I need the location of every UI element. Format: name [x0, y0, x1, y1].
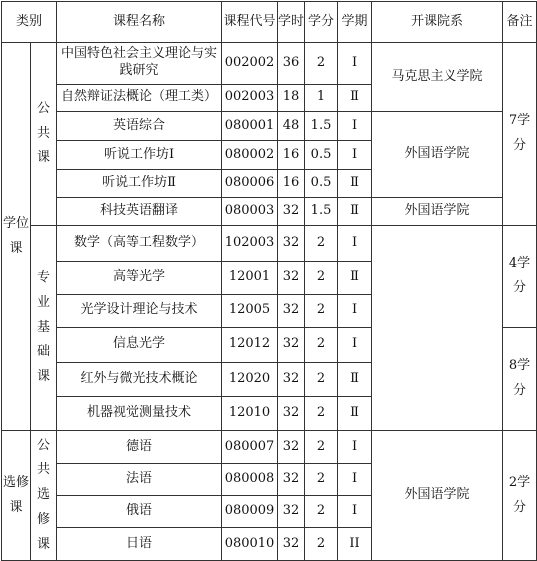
course-hours: 32 [278, 327, 305, 362]
course-term: Ⅰ [338, 43, 372, 84]
course-name: 机器视觉测量技术 [57, 396, 222, 430]
group-elective-label: 选修课 [2, 474, 29, 515]
course-name: 听说工作坊Ⅱ [57, 170, 222, 198]
course-credits: 1.5 [305, 112, 338, 141]
department-cell: 外国语学院 [372, 197, 503, 225]
course-credits: 2 [305, 396, 338, 430]
group-elective [2, 431, 31, 561]
department-cell: 外国语学院 [372, 112, 503, 198]
course-credits: 2 [305, 43, 338, 84]
course-credits: 2 [305, 294, 338, 327]
remark-cell: 8学分 [503, 327, 537, 430]
department-cell: 外国语学院 [372, 431, 503, 561]
course-code: 080003 [222, 197, 278, 225]
course-credits: 1.5 [305, 197, 338, 225]
course-term: Ⅰ [338, 141, 372, 170]
table-row [2, 225, 537, 261]
header-course-name: 课程名称 [57, 2, 222, 43]
course-hours: 48 [278, 112, 305, 141]
course-code: 12012 [222, 327, 278, 362]
course-code: 12020 [222, 362, 278, 396]
department-cell-empty [372, 225, 503, 430]
course-credits: 2 [305, 327, 338, 362]
course-hours: 32 [278, 431, 305, 464]
course-hours: 32 [278, 261, 305, 294]
course-term: Ⅰ [338, 225, 372, 261]
course-code: 12001 [222, 261, 278, 294]
group-public-label: 公共课 [37, 100, 51, 166]
course-hours: 16 [278, 141, 305, 170]
course-term: Ⅰ [338, 431, 372, 464]
course-term: Ⅰ [338, 464, 372, 496]
course-code: 102003 [222, 225, 278, 261]
course-hours: 32 [278, 362, 305, 396]
course-code: 080002 [222, 141, 278, 170]
course-name: 数学（高等工程数学） [57, 225, 222, 261]
header-department: 开课院系 [372, 2, 503, 43]
course-credits: 2 [305, 464, 338, 496]
course-code: 080009 [222, 495, 278, 527]
course-name: 红外与微光技术概论 [57, 362, 222, 396]
course-credits: 1 [305, 84, 338, 112]
table-row [2, 197, 537, 225]
course-credits: 2 [305, 431, 338, 464]
course-term: Ⅱ [338, 84, 372, 112]
header-course-code: 课程代号 [222, 2, 278, 43]
group-degree-label: 学位课 [2, 215, 29, 256]
course-hours: 16 [278, 170, 305, 198]
course-code: 12005 [222, 294, 278, 327]
group-public-elective-label: 公共选修课 [37, 437, 51, 552]
course-name: 俄语 [57, 495, 222, 527]
course-term: Ⅱ [338, 362, 372, 396]
header-remark: 备注 [503, 2, 537, 43]
course-code: 080006 [222, 170, 278, 198]
course-credits: 2 [305, 527, 338, 560]
group-professional [31, 225, 57, 430]
course-term: Ⅱ [338, 170, 372, 198]
course-name: 中国特色社会主义理论与实践研究 [57, 43, 222, 84]
course-hours: 32 [278, 197, 305, 225]
course-credits: 0.5 [305, 170, 338, 198]
group-public [31, 43, 57, 226]
course-hours: 32 [278, 225, 305, 261]
course-term: Ⅱ [338, 261, 372, 294]
course-hours: 32 [278, 464, 305, 496]
course-name: 日语 [57, 527, 222, 560]
course-code: 080010 [222, 527, 278, 560]
course-term: II [338, 527, 372, 560]
course-name: 自然辩证法概论（理工类） [57, 84, 222, 112]
course-name: 光学设计理论与技术 [57, 294, 222, 327]
table-row [2, 43, 537, 84]
header-term: 学期 [338, 2, 372, 43]
course-term: Ⅰ [338, 112, 372, 141]
header-category: 类别 [2, 2, 57, 43]
course-hours: 32 [278, 527, 305, 560]
course-hours: 18 [278, 84, 305, 112]
course-code: 002002 [222, 43, 278, 84]
header-hours: 学时 [278, 2, 305, 43]
course-code: 12010 [222, 396, 278, 430]
course-term: Ⅰ [338, 327, 372, 362]
remark-cell: 7学分 [503, 43, 537, 226]
course-code: 080001 [222, 112, 278, 141]
group-degree [2, 43, 31, 431]
course-term: Ⅰ [338, 294, 372, 327]
remark-cell: 4学分 [503, 225, 537, 327]
course-table [1, 1, 537, 561]
course-term: Ⅰ [338, 495, 372, 527]
course-credits: 2 [305, 495, 338, 527]
course-credits: 2 [305, 261, 338, 294]
remark-cell: 2学分 [503, 431, 537, 561]
group-professional-label: 专业基础课 [37, 270, 51, 384]
table-row [2, 112, 537, 141]
course-name: 德语 [57, 431, 222, 464]
course-credits: 2 [305, 362, 338, 396]
department-cell: 马克思主义学院 [372, 43, 503, 112]
course-name: 英语综合 [57, 112, 222, 141]
course-name: 科技英语翻译 [57, 197, 222, 225]
course-credits: 0.5 [305, 141, 338, 170]
course-hours: 32 [278, 396, 305, 430]
table-row [2, 431, 537, 464]
header-credits: 学分 [305, 2, 338, 43]
course-code: 002003 [222, 84, 278, 112]
course-credits: 2 [305, 225, 338, 261]
course-name: 信息光学 [57, 327, 222, 362]
course-hours: 36 [278, 43, 305, 84]
course-term: Ⅱ [338, 197, 372, 225]
group-public-elective [31, 431, 57, 561]
course-name: 法语 [57, 464, 222, 496]
course-name: 听说工作坊Ⅰ [57, 141, 222, 170]
course-code: 080008 [222, 464, 278, 496]
course-hours: 32 [278, 495, 305, 527]
course-hours: 32 [278, 294, 305, 327]
course-name: 高等光学 [57, 261, 222, 294]
course-code: 080007 [222, 431, 278, 464]
header-row [2, 2, 537, 43]
course-term: Ⅱ [338, 396, 372, 430]
